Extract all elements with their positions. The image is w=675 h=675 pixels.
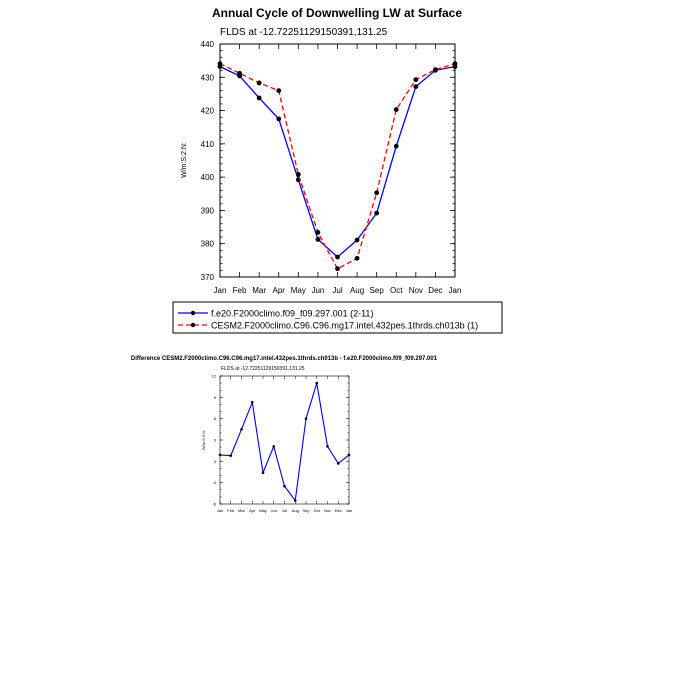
diff-chart-subtitle: FLDS at -12.72251129150391,131.25	[221, 366, 305, 372]
main-series-2-point	[394, 107, 399, 112]
diff-x-tick-label: Oct	[313, 508, 320, 513]
main-x-tick-label: Jun	[311, 286, 325, 295]
main-y-tick-label: 370	[200, 273, 214, 282]
diff-y-tick-label: 12	[211, 373, 216, 379]
main-series-2-point	[374, 190, 379, 195]
main-x-tick-label: Dec	[428, 286, 443, 295]
main-x-tick-label: Jan	[213, 286, 227, 295]
main-series-1-point	[257, 96, 262, 101]
main-y-tick-label: 420	[200, 106, 214, 116]
diff-series-1-point	[326, 445, 329, 448]
diff-series-1-point	[337, 462, 340, 465]
main-series-2-point	[433, 67, 438, 72]
diff-series-1-point	[229, 454, 232, 457]
main-chart-ylabel: W/m:S:2:N:	[181, 142, 188, 178]
main-chart-title: Annual Cycle of Downwelling LW at Surface	[211, 6, 463, 20]
diff-y-tick-label: 3	[213, 437, 216, 443]
diff-chart-ylabel: W/m:S:2:N:	[201, 429, 206, 451]
legend-label-2: CESM2.F2000climo.C96.C96.mg17.intel.432pes.1thrds.ch013b (1)	[211, 320, 479, 331]
main-series-2-point	[335, 266, 340, 271]
main-y-tick-label: 440	[200, 40, 214, 49]
legend-marker-2	[191, 323, 195, 327]
diff-x-tick-label: Jan	[216, 508, 224, 513]
main-series-2-point	[218, 61, 223, 66]
diff-x-tick-label: Sep	[302, 508, 310, 513]
main-series-1-point	[316, 237, 321, 242]
main-y-tick-label: 430	[200, 73, 214, 83]
main-x-tick-label: Oct	[390, 286, 403, 295]
diff-series-1-point	[315, 382, 318, 385]
legend-label-1: f.e20.F2000climo.f09_f09.297.001 (2-11)	[211, 308, 374, 319]
main-series-2-point	[413, 77, 418, 82]
diff-series-1-point	[240, 428, 243, 431]
diff-y-tick-label: 9	[213, 394, 216, 400]
main-y-tick-label: 380	[200, 239, 214, 249]
diff-series-1-point	[262, 471, 265, 474]
diff-series-1-point	[294, 499, 297, 502]
diff-y-tick-label: -6	[212, 501, 216, 507]
main-x-tick-label: Mar	[252, 286, 267, 295]
diff-x-tick-label: Nov	[323, 508, 332, 513]
diff-series-1-point	[348, 454, 351, 457]
diff-y-tick-label: 6	[213, 416, 216, 422]
diff-x-tick-label: Feb	[227, 508, 235, 513]
main-series-1-point	[374, 211, 379, 216]
diff-chart-title: Difference CESM2.F2000climo.C96.C96.mg17.intel.432pes.1thrds.ch013b - f.e20.F2000climo.f09_f09.297.001	[130, 356, 438, 362]
main-legend	[173, 302, 502, 333]
main-x-tick-label: Apr	[272, 286, 285, 295]
main-plot-frame	[220, 44, 455, 277]
main-series-1-line	[220, 67, 455, 257]
main-series-2-point	[453, 61, 458, 66]
main-series-2-point	[257, 81, 262, 86]
main-series-1-point	[335, 255, 340, 260]
diff-x-tick-label: Jun	[270, 508, 277, 513]
diff-x-tick-label: Dec	[334, 508, 342, 513]
diff-x-tick-label: Jul	[281, 508, 288, 513]
main-chart-subtitle: FLDS at -12.72251129150391,131.25	[220, 27, 388, 38]
legend-marker-1	[191, 311, 195, 315]
diff-x-tick-label: Jan	[345, 508, 353, 513]
diff-y-tick-label: -3	[212, 480, 216, 486]
diff-series-1-point	[251, 401, 254, 404]
diff-series-1-point	[283, 485, 286, 488]
main-series-1-point	[355, 238, 360, 243]
main-series-2-point	[316, 230, 321, 235]
main-series-1-point	[276, 116, 281, 121]
main-x-tick-label: Nov	[408, 286, 423, 295]
diff-series-1-line	[220, 383, 349, 500]
main-y-tick-label: 400	[200, 173, 214, 183]
main-plot-area	[201, 40, 462, 295]
main-y-tick-label: 410	[200, 139, 214, 149]
main-series-2-point	[237, 71, 242, 76]
main-y-tick-label: 390	[200, 206, 214, 216]
diff-x-tick-label: Apr	[249, 508, 256, 513]
diff-y-tick-label: 0	[213, 458, 216, 464]
main-series-1-point	[413, 84, 418, 89]
diff-plot-area	[212, 374, 353, 514]
diff-series-1-point	[219, 454, 222, 457]
diff-series-1-point	[272, 445, 275, 448]
main-x-tick-label: Sep	[369, 286, 384, 295]
main-x-tick-label: Aug	[349, 286, 365, 295]
main-x-tick-label: Jan	[448, 286, 462, 295]
main-series-2-point	[276, 88, 281, 93]
diff-x-tick-label: Aug	[291, 508, 299, 513]
diff-x-tick-label: May	[259, 508, 267, 513]
main-x-tick-label: Feb	[232, 286, 247, 295]
main-x-tick-label: May	[290, 286, 306, 295]
diff-series-1-point	[305, 417, 308, 420]
main-x-tick-label: Jul	[332, 286, 343, 295]
main-series-2-point	[355, 256, 360, 261]
diff-x-tick-label: Mar	[238, 508, 245, 513]
main-series-1-point	[394, 144, 399, 149]
main-series-2-point	[296, 172, 301, 177]
